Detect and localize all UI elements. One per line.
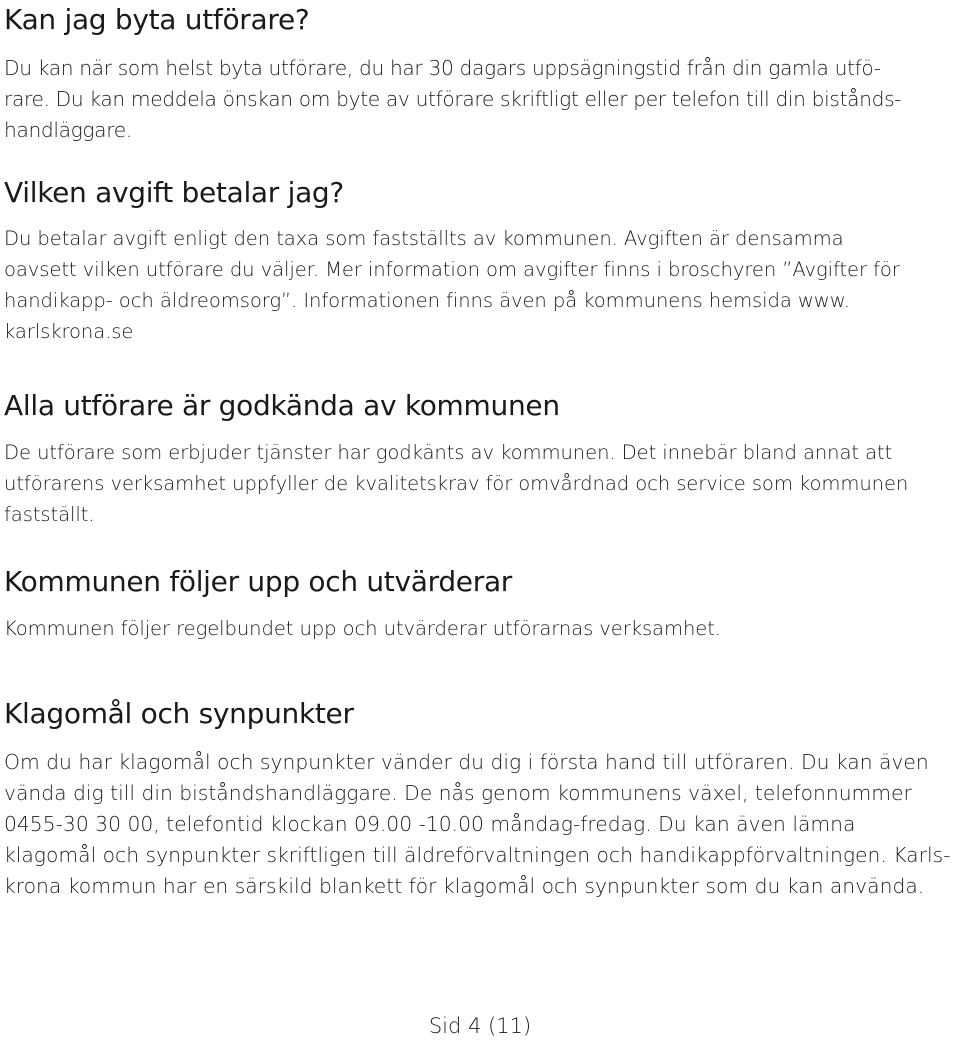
section-heading: Kommunen följer upp och utvärderar [4,565,513,598]
section-body: De utförare som erbjuder tjänster har godkänts av kommunen. Det innebär bland annat att utförarens verksamhet uppfyller de kvalitetskrav för omvårdnad och service som kommunen fastställt. [4,441,909,526]
section-heading: Kan jag byta utförare? [4,3,310,36]
section-heading: Vilken avgift betalar jag? [4,176,344,209]
section-uppfoljning [4,562,956,644]
section-heading: Klagomål och synpunkter [4,697,354,730]
section-body: Om du har klagomål och synpunkter vänder du dig i första hand till utföraren. Du kan även vända dig till din biståndshandläggare. De nås genom kommunens växel, telefonnummer 0455-30 30 00, telefontid klockan 09.00 -10.00 måndag-fredag. Du kan även lämna klagomål och synpunkter skriftligen till äldreförvaltningen och handikappförvaltningen. Karls- krona kommun har en särskild blankett för klagomål och synpunkter som du kan använda. [4,750,951,898]
section-body: Kommunen följer regelbundet upp och utvärderar utförarnas verksamhet. [4,617,721,640]
section-avgift [4,173,956,347]
section-body: Du kan när som helst byta utförare, du har 30 dagars uppsägningstid från din gamla utfö- rare. Du kan meddela önskan om byte av utförare skriftligt eller per telefon till din bistånds- handläggare. [4,56,902,142]
section-byta-utforare [4,0,956,146]
section-body: Du betalar avgift enligt den taxa som fastställts av kommunen. Avgiften är densamma oavsett vilken utförare du väljer. Mer information om avgifter finns i broschyren ”Avgifter för handikapp- och äldreomsorg”. Informationen finns även på kommunens hemsida www. karlskrona.se [4,227,900,343]
section-klagomal [4,694,956,902]
section-heading: Alla utförare är godkända av kommunen [4,389,560,422]
section-godkanda [4,386,956,530]
page-number: Sid 4 (11) [428,1014,532,1038]
